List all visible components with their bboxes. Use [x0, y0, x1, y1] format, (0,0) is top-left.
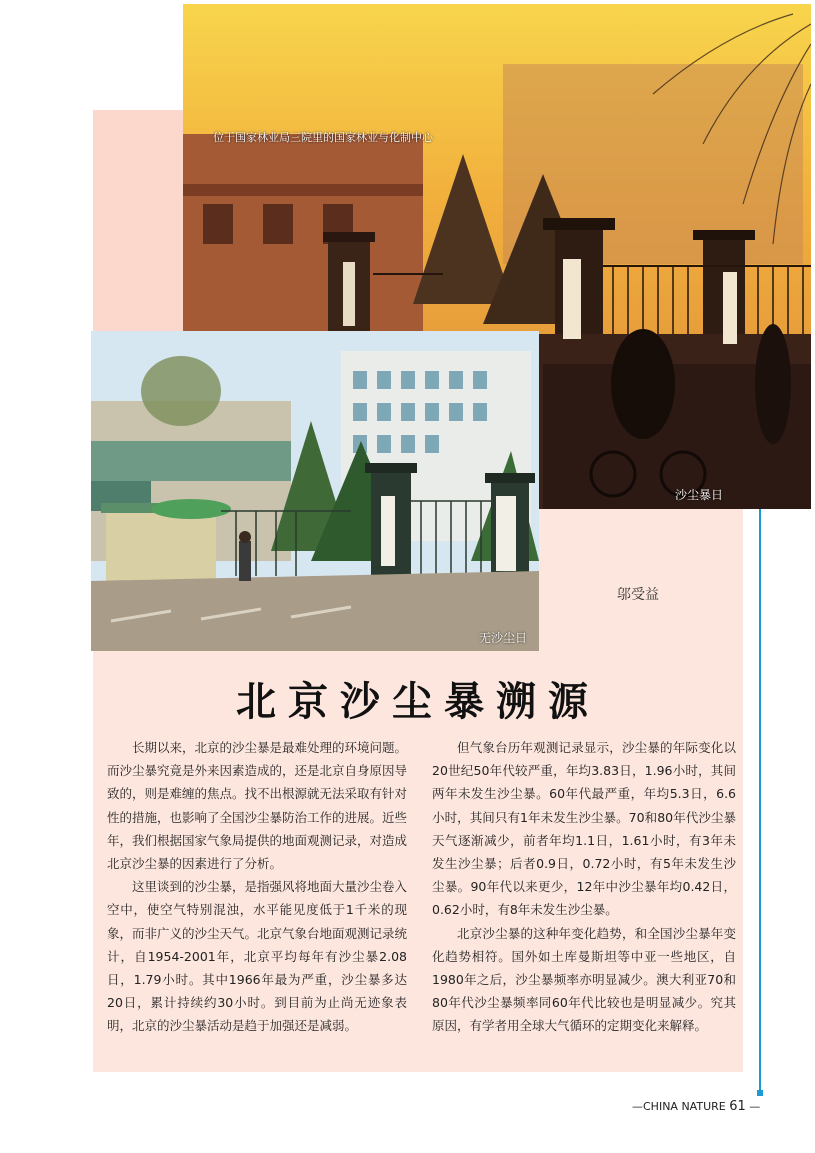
photo-clear-day — [91, 331, 539, 651]
paragraph: 长期以来，北京的沙尘暴是最难处理的环境问题。而沙尘暴究竟是外来因素造成的，还是北京自身原因导致的，则是难缠的焦点。找不出根源就无法采取有针对性的措施，也影响了全国沙尘暴防治工作的进展。近些年，我们根据国家气象局提供的地面观测记录，对造成北京沙尘暴的因素进行了分析。 — [107, 740, 408, 872]
paragraph: 但气象台历年观测记录显示，沙尘暴的年际变化以20世纪50年代较严重，年均3.83日，1.96小时，其间两年未发生沙尘暴。60年代最严重，年均5.3日，6.6小时，其间只有1年未发生沙尘暴。70和80年代沙尘暴天气逐渐减少，前者年均1.1日，1.61小时，有3年未发生沙尘暴；后者0.9日，0.72小时，有5年未发生沙尘暴。90年代以来更少，12年中沙尘暴年均0.42日，0.62小时，有8年未发生沙尘暴。 — [432, 740, 736, 918]
page-number: 61 — [729, 1099, 746, 1114]
author-name: 邬受益 — [617, 587, 659, 603]
sandstorm-day-label: 沙尘暴日 — [675, 488, 724, 502]
paragraph: 北京沙尘暴的这种年变化趋势，和全国沙尘暴年变化趋势相符。国外如土库曼斯坦等中亚一些地区，自1980年之后，沙尘暴频率亦明显减少。澳大利亚70和80年代沙尘暴频率同60年代比较也是明显减少。究其原因，有学者用全球大气循环的定期变化来解释。 — [432, 925, 736, 1034]
article-title: 北京沙尘暴溯源 — [236, 679, 600, 725]
magazine-name: CHINA NATURE — [643, 1100, 726, 1113]
accent-dot — [757, 1090, 763, 1096]
clear-day-scene — [91, 331, 539, 651]
article-column-right — [432, 736, 736, 1038]
clear-day-label: 无沙尘日 — [479, 631, 528, 645]
article-column-left — [107, 736, 407, 1038]
background-tab — [93, 110, 183, 332]
accent-rule — [759, 505, 761, 1093]
paragraph: 这里谈到的沙尘暴，是指强风将地面大量沙尘卷入空中，使空气特别混浊，水平能见度低于1千米的现象，而非广义的沙尘天气。北京气象台地面观测记录统计，自1954-2001年，北京平均每年有沙尘暴2.08日，1.79小时。其中1966年最为严重，沙尘暴多达20日，累计持续约30小时。到目前为止尚无迹象表明，北京的沙尘暴活动是趋于加强还是减弱。 — [107, 879, 408, 1034]
page-footer: —CHINA NATURE 61 — — [632, 1099, 761, 1114]
top-photo-caption: 位于国家林业局三院里的国家林业与化制中心 — [213, 131, 433, 144]
